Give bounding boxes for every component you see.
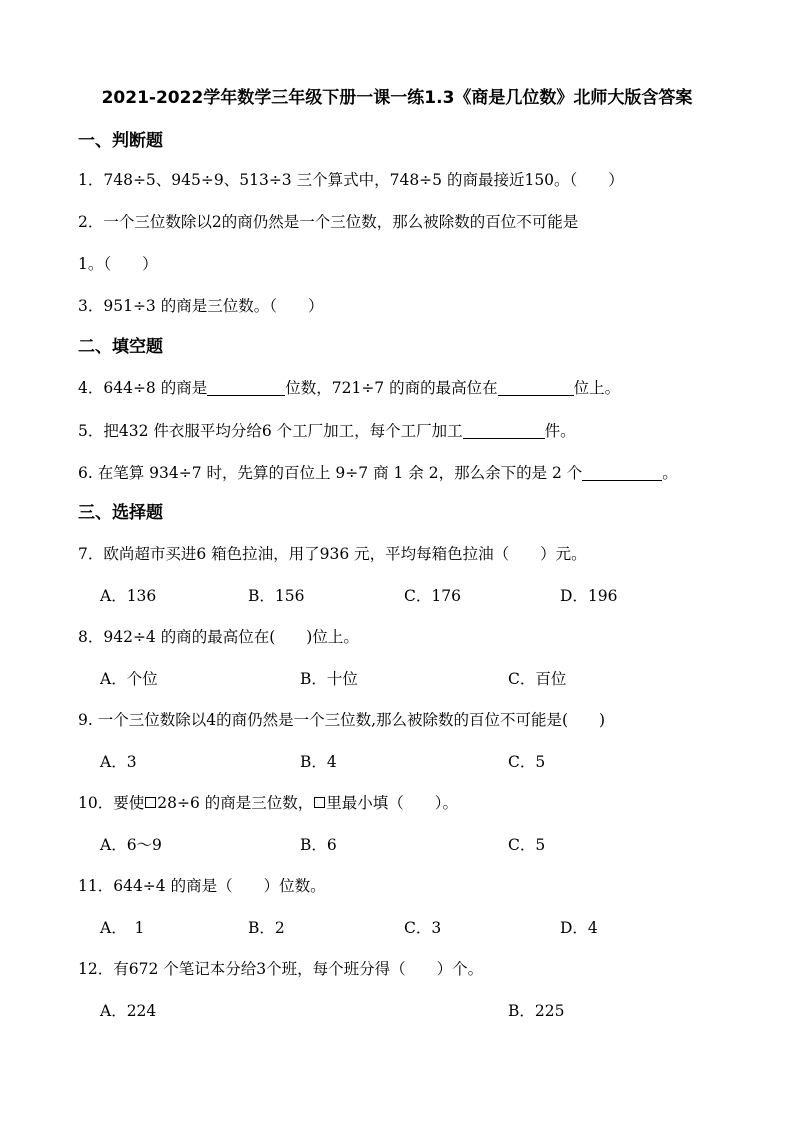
option-c: C．3 xyxy=(404,919,442,937)
option-c: C．百位 xyxy=(508,670,567,688)
square-box-icon xyxy=(145,797,156,808)
question-8: 8．942÷4 的商的最高位在( )位上。 xyxy=(78,628,359,646)
question-10-part-3: 里最小填（ ）。 xyxy=(326,794,458,812)
option-b: B．6 xyxy=(300,836,337,854)
option-a: A．3 xyxy=(100,753,137,771)
question-5 xyxy=(78,418,576,444)
question-1: 1．748÷5、945÷9、513÷3 三个算式中，748÷5 的商最接近150。（ ） xyxy=(78,171,624,189)
question-9: 9. 一个三位数除以4的商仍然是一个三位数,那么被除数的百位不可能是( ) xyxy=(78,711,606,729)
question-10-part-1: 10．要使 xyxy=(78,794,145,812)
question-10-part-2: 28÷6 的商是三位数， xyxy=(157,794,314,812)
question-4-part-3: 位上。 xyxy=(573,379,621,397)
question-5-part-2: 件。 xyxy=(544,422,576,440)
question-11: 11．644÷4 的商是（ ）位数。 xyxy=(78,877,326,895)
answer-blank[interactable] xyxy=(207,377,285,396)
section-heading-fill-blank: 二、填空题 xyxy=(78,337,163,357)
question-6 xyxy=(78,460,678,486)
question-6-part-1: 6. 在笔算 934÷7 时，先算的百位上 9÷7 商 1 余 2，那么余下的是 2 个 xyxy=(78,464,583,482)
option-c: C．5 xyxy=(508,753,546,771)
option-b: B．4 xyxy=(300,753,337,771)
option-b: B．156 xyxy=(248,587,305,605)
option-b: B．225 xyxy=(508,1002,565,1020)
section-heading-judgement: 一、判断题 xyxy=(78,131,163,151)
question-2-line-1: 2．一个三位数除以2的商仍然是一个三位数，那么被除数的百位不可能是 xyxy=(78,213,579,231)
option-c: C．176 xyxy=(404,587,461,605)
question-7: 7．欧尚超市买进6 箱色拉油，用了936 元，平均每箱色拉油（ ）元。 xyxy=(78,545,587,563)
option-b: B．2 xyxy=(248,919,285,937)
option-c: C．5 xyxy=(508,836,546,854)
option-a: A．136 xyxy=(100,587,157,605)
option-b: B．十位 xyxy=(300,670,358,688)
question-2-line-2: 1。（ ） xyxy=(78,255,158,273)
question-4-part-1: 4．644÷8 的商是 xyxy=(78,379,208,397)
option-a: A．6～9 xyxy=(100,836,162,854)
section-heading-multiple-choice: 三、选择题 xyxy=(78,503,163,523)
page-title: 2021-2022学年数学三年级下册一课一练1.3《商是几位数》北师大版含答案 xyxy=(101,88,693,108)
question-6-part-2: 。 xyxy=(662,464,678,482)
square-box-icon xyxy=(314,797,325,808)
option-a: A．个位 xyxy=(100,670,158,688)
question-5-part-1: 5．把432 件衣服平均分给6 个工厂加工，每个工厂加工 xyxy=(78,422,463,440)
question-4-part-2: 位数，721÷7 的商的最高位在 xyxy=(285,379,498,397)
option-a: A． 1 xyxy=(100,919,145,937)
option-d: D．4 xyxy=(560,919,598,937)
question-10 xyxy=(78,790,458,816)
option-a: A．224 xyxy=(100,1002,157,1020)
answer-blank[interactable] xyxy=(582,462,662,481)
question-3: 3．951÷3 的商是三位数。（ ） xyxy=(78,297,324,315)
question-12: 12．有672 个笔记本分给3个班，每个班分得（ ）个。 xyxy=(78,960,484,978)
answer-blank[interactable] xyxy=(463,420,545,439)
question-4 xyxy=(78,375,620,401)
answer-blank[interactable] xyxy=(498,377,574,396)
option-d: D．196 xyxy=(560,587,618,605)
